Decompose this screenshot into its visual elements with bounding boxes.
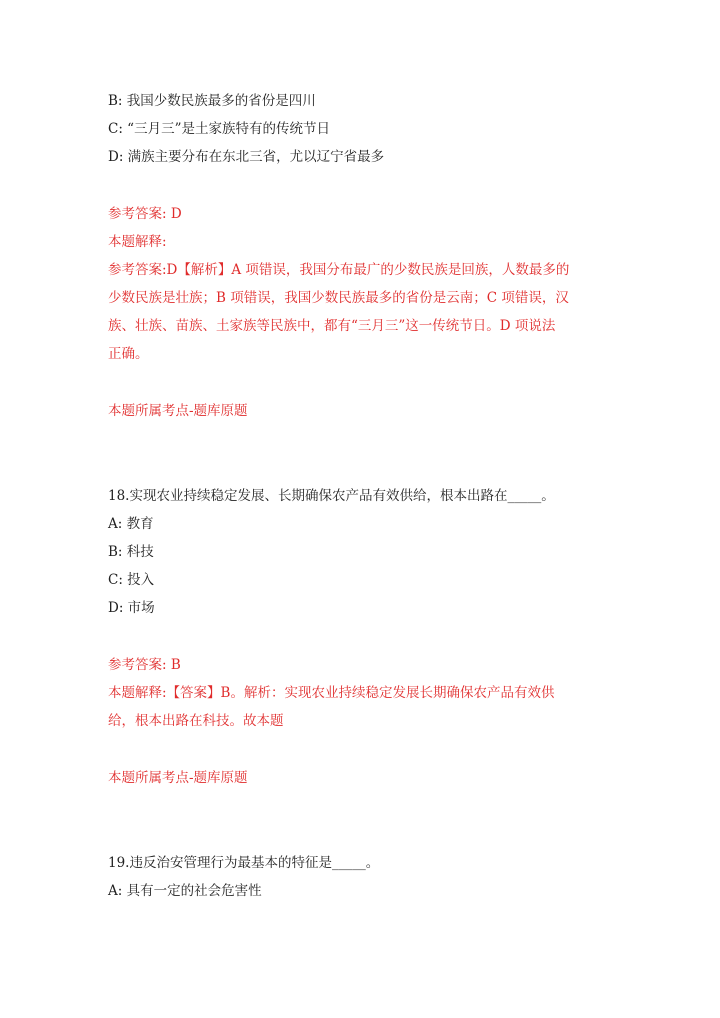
q17-option-c: C: “三月三”是土家族特有的传统节日: [108, 121, 330, 137]
q19-question: 19.违反治安管理行为最基本的特征是_____。: [108, 855, 380, 871]
q18-explain-line: 本题解释:【答案】B。解析：实现农业持续稳定发展长期确保农产品有效供: [108, 685, 555, 701]
q17-option-b: B: 我国少数民族最多的省份是四川: [108, 93, 316, 109]
q17-explain-label: 本题解释:: [108, 234, 167, 250]
q18-option-c: C: 投入: [108, 572, 155, 588]
q17-answer: 参考答案: D: [108, 206, 182, 222]
q18-question: 18.实现农业持续稳定发展、长期确保农产品有效供给，根本出路在_____。: [108, 488, 555, 504]
q18-answer: 参考答案: B: [108, 657, 181, 673]
q17-explain-line: 少数民族是壮族；B 项错误，我国少数民族最多的省份是云南；C 项错误，汉: [108, 290, 569, 306]
q17-explain-line: 参考答案:D【解析】A 项错误，我国分布最广的少数民族是回族，人数最多的: [108, 262, 570, 278]
q18-explain-line: 给，根本出路在科技。故本题: [108, 713, 284, 729]
q18-option-b: B: 科技: [108, 544, 154, 560]
q17-explain-line: 正确。: [108, 346, 149, 362]
q19-option-a: A: 具有一定的社会危害性: [108, 883, 262, 899]
q17-option-d: D: 满族主要分布在东北三省，尤以辽宁省最多: [108, 149, 385, 165]
q17-explain-line: 族、壮族、苗族、土家族等民族中，都有“三月三”这一传统节日。D 项说法: [108, 318, 556, 334]
q17-source: 本题所属考点-题库原题: [108, 403, 248, 419]
q18-option-d: D: 市场: [108, 600, 155, 616]
q18-source: 本题所属考点-题库原题: [108, 770, 248, 786]
q18-option-a: A: 教育: [108, 516, 154, 532]
